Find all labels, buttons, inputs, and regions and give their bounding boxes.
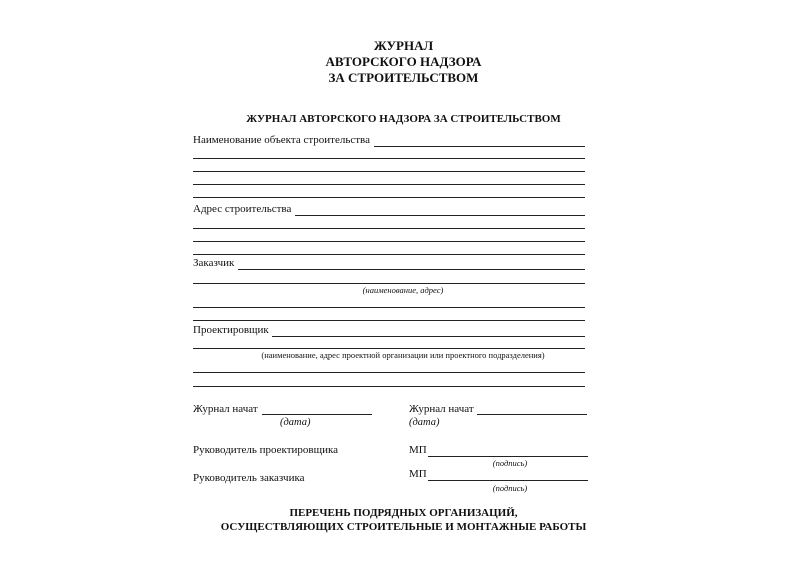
journal-started-left-caption: (дата) xyxy=(280,417,311,428)
contractors-heading-line-1: ПЕРЕЧЕНЬ ПОДРЯДНЫХ ОРГАНИЗАЦИЙ, xyxy=(289,507,518,519)
journal-started-left-field[interactable] xyxy=(262,414,372,415)
stamp-label-1: МП xyxy=(409,444,427,456)
customer-line-2[interactable] xyxy=(193,283,585,284)
address-line-2[interactable] xyxy=(193,228,585,229)
designer-label: Проектировщик xyxy=(193,324,269,336)
designer-line-2[interactable] xyxy=(193,348,585,349)
object-name-field-line[interactable] xyxy=(374,146,585,147)
page-title-line-1: ЖУРНАЛ xyxy=(373,38,434,53)
designer-line-3[interactable] xyxy=(193,372,585,373)
journal-started-right-field[interactable] xyxy=(477,414,587,415)
designer-caption: (наименование, адрес проектной организации или проектного подразделения) xyxy=(261,350,545,360)
object-name-line-2[interactable] xyxy=(193,158,585,159)
address-label: Адрес строительства xyxy=(193,203,292,215)
customer-head-signature-field[interactable] xyxy=(428,480,588,481)
object-name-line-4[interactable] xyxy=(193,184,585,185)
address-line-4[interactable] xyxy=(193,254,585,255)
customer-line-3[interactable] xyxy=(193,307,585,308)
designer-field-line[interactable] xyxy=(272,336,585,337)
customer-line-4[interactable] xyxy=(193,320,585,321)
journal-started-left-label: Журнал начат xyxy=(193,403,258,415)
customer-label: Заказчик xyxy=(193,257,235,269)
page-title-line-2: АВТОРСКОГО НАДЗОРА xyxy=(325,54,482,69)
signature-caption-1: (подпись) xyxy=(492,458,528,468)
object-name-line-5[interactable] xyxy=(193,197,585,198)
journal-started-right-label: Журнал начат xyxy=(409,403,474,415)
page-title-line-3: ЗА СТРОИТЕЛЬСТВОМ xyxy=(328,70,479,85)
designer-line-4[interactable] xyxy=(193,386,585,387)
signature-caption-2: (подпись) xyxy=(492,483,528,493)
stamp-label-2: МП xyxy=(409,468,427,480)
designer-head-signature-field[interactable] xyxy=(428,456,588,457)
object-name-line-3[interactable] xyxy=(193,171,585,172)
customer-field-line[interactable] xyxy=(238,269,585,270)
object-name-label: Наименование объекта строительства xyxy=(193,134,370,146)
contractors-heading-line-2: ОСУЩЕСТВЛЯЮЩИХ СТРОИТЕЛЬНЫЕ И МОНТАЖНЫЕ РАБОТЫ xyxy=(220,521,587,533)
customer-caption: (наименование, адрес) xyxy=(362,285,444,295)
journal-started-right-caption: (дата) xyxy=(409,417,440,428)
address-field-line[interactable] xyxy=(295,215,585,216)
designer-head-label: Руководитель проектировщика xyxy=(193,444,339,456)
address-line-3[interactable] xyxy=(193,241,585,242)
customer-head-label: Руководитель заказчика xyxy=(193,472,305,484)
form-subtitle: ЖУРНАЛ АВТОРСКОГО НАДЗОРА ЗА СТРОИТЕЛЬСТВОМ xyxy=(246,113,561,125)
